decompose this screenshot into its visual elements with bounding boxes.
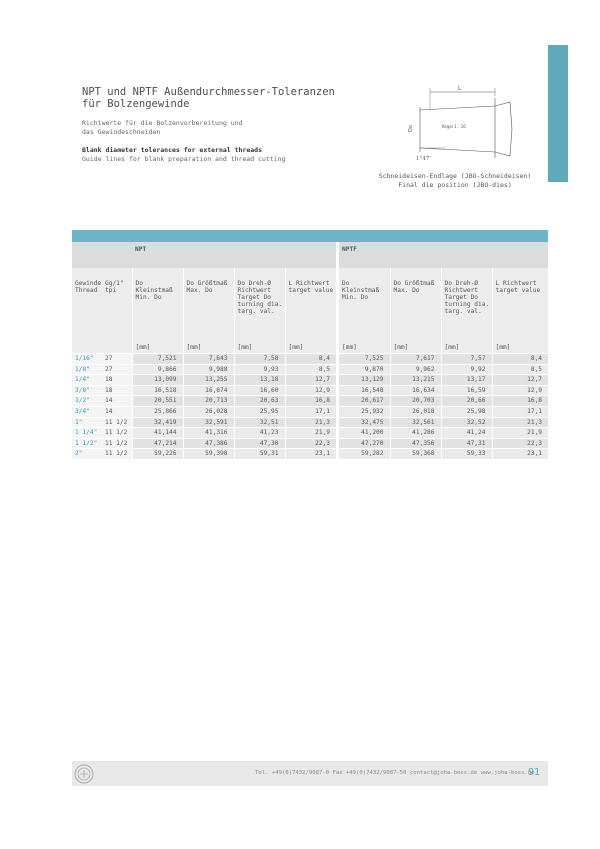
group-npt: NPT [132,242,336,268]
cell-npt-min: 32,419 [132,417,183,428]
unit-label: [mm] [441,340,492,354]
diagram-caption-en: Final die position (JBO-dies) [398,181,512,189]
table-row [72,406,548,417]
svg-text:Do: Do [408,125,414,132]
cell-nptf-turn: 41,24 [441,428,492,439]
col-nptf-max-header: Do Größtmaß Max. Do [390,268,441,340]
cell-thread: 1 1/2" [72,438,102,449]
cell-npt-turn: 25,95 [234,406,285,417]
cell-npt-min: 16,518 [132,385,183,396]
cell-npt-turn: 47,30 [234,438,285,449]
col-npt-max-header: Do Größtmaß Max. Do [183,268,234,340]
cell-thread: 3/4" [72,406,102,417]
page-number: 91 [528,767,541,778]
cell-npt-max: 47,386 [183,438,234,449]
cell-nptf-l: 16,8 [492,396,548,407]
cell-npt-l: 21,3 [285,417,336,428]
table-row [72,385,548,396]
cell-npt-max: 20,713 [183,396,234,407]
cell-nptf-l: 8,4 [492,354,548,365]
cell-nptf-min: 7,525 [339,354,390,365]
cell-nptf-turn: 32,52 [441,417,492,428]
cell-nptf-l: 23,1 [492,449,548,459]
cell-nptf-max: 13,215 [390,375,441,386]
cell-nptf-min: 32,475 [339,417,390,428]
cell-tpi: 14 [102,406,132,417]
cell-npt-l: 22,3 [285,438,336,449]
english-title: Blank diameter tolerances for external threads [82,146,263,154]
cell-npt-turn: 41,23 [234,428,285,439]
cell-nptf-min: 47,270 [339,438,390,449]
unit-label: [mm] [132,340,183,354]
cell-tpi: 18 [102,385,132,396]
cell-npt-turn: 7,58 [234,354,285,365]
cell-npt-max: 13,255 [183,375,234,386]
cell-thread: 1 1/4" [72,428,102,439]
cell-nptf-turn: 59,33 [441,449,492,459]
cell-thread: 1/8" [72,364,102,375]
cell-npt-turn: 16,60 [234,385,285,396]
cell-npt-min: 13,099 [132,375,183,386]
side-tab-marker [548,45,568,182]
cell-nptf-max: 59,368 [390,449,441,459]
table-row [72,396,548,407]
company-logo-icon [74,764,94,784]
table-row [72,364,548,375]
cell-nptf-min: 25,932 [339,406,390,417]
english-subtitle: Guide lines for blank preparation and thread cutting [82,155,286,163]
cell-nptf-max: 16,634 [390,385,441,396]
cell-nptf-l: 12,9 [492,385,548,396]
cell-tpi: 11 1/2 [102,449,132,459]
unit-label: [mm] [234,340,285,354]
cell-thread: 1/2" [72,396,102,407]
cell-npt-l: 17,1 [285,406,336,417]
svg-text:1°47': 1°47' [416,156,431,162]
taper-diagram [400,82,550,172]
unit-label: [mm] [339,340,390,354]
cell-nptf-l: 21,3 [492,417,548,428]
cell-nptf-turn: 9,92 [441,364,492,375]
cell-npt-l: 16,8 [285,396,336,407]
unit-label: [mm] [285,340,336,354]
cell-thread: 2" [72,449,102,459]
cell-nptf-max: 9,962 [390,364,441,375]
cell-thread: 1/4" [72,375,102,386]
cell-nptf-turn: 7,57 [441,354,492,365]
cell-tpi: 11 1/2 [102,428,132,439]
cell-npt-l: 21,9 [285,428,336,439]
cell-tpi: 11 1/2 [102,417,132,428]
col-npt-turn-header: Do Dreh-Ø Richtwert Target Do turning dia. targ. val. [234,268,285,340]
table-row [72,375,548,386]
page-subtitle: Richtwerte für die Bolzenvorbereitung und das Gewindeschneiden [82,119,243,136]
tolerance-table [72,242,548,459]
cell-npt-turn: 9,93 [234,364,285,375]
cell-nptf-turn: 16,59 [441,385,492,396]
cell-thread: 1" [72,417,102,428]
cell-npt-min: 9,866 [132,364,183,375]
cell-nptf-max: 32,561 [390,417,441,428]
table-row [72,354,548,365]
cell-tpi: 27 [102,364,132,375]
col-nptf-min-header: Do Kleinstmaß Min. Do [339,268,390,340]
cell-nptf-turn: 20,66 [441,396,492,407]
cell-npt-min: 41,144 [132,428,183,439]
cell-tpi: 14 [102,396,132,407]
footer-contact: Tel. +49(0)7432/9087-0 Fax +49(0)7432/9087-50 contact@joha-boss.de www.joha-boss.de [255,770,535,776]
svg-text:Kegel 1 : 16: Kegel 1 : 16 [442,124,466,129]
cell-npt-max: 7,643 [183,354,234,365]
cell-nptf-l: 12,7 [492,375,548,386]
col-thread-header: Gewinde Thread [72,268,102,340]
cell-npt-turn: 13,18 [234,375,285,386]
table-row [72,449,548,459]
cell-tpi: 11 1/2 [102,438,132,449]
cell-nptf-max: 7,617 [390,354,441,365]
table-row [72,417,548,428]
cell-npt-turn: 59,31 [234,449,285,459]
cell-nptf-l: 17,1 [492,406,548,417]
cell-npt-max: 41,316 [183,428,234,439]
cell-npt-turn: 32,51 [234,417,285,428]
cell-nptf-l: 8,5 [492,364,548,375]
cell-tpi: 27 [102,354,132,365]
table-row [72,428,548,439]
col-tpi-header: Gg/1" tpi [102,268,132,340]
cell-nptf-min: 16,548 [339,385,390,396]
table-row [72,438,548,449]
cell-nptf-turn: 25,98 [441,406,492,417]
cell-nptf-l: 21,9 [492,428,548,439]
cell-nptf-turn: 13,17 [441,375,492,386]
cell-npt-max: 26,028 [183,406,234,417]
cell-npt-l: 23,1 [285,449,336,459]
cell-thread: 3/8" [72,385,102,396]
col-nptf-l-header: L Richtwert target value [492,268,548,340]
cell-nptf-min: 41,200 [339,428,390,439]
col-npt-l-header: L Richtwert target value [285,268,336,340]
cell-npt-min: 25,866 [132,406,183,417]
cell-npt-l: 12,9 [285,385,336,396]
cell-npt-l: 12,7 [285,375,336,386]
cell-npt-max: 32,591 [183,417,234,428]
diagram-caption-de: Schneideisen-Endlage (JBO-Schneideisen) [378,172,532,180]
cell-tpi: 18 [102,375,132,386]
page-title: NPT und NPTF Außendurchmesser-Toleranzen für Bolzengewinde [82,86,335,110]
cell-nptf-max: 26,018 [390,406,441,417]
cell-nptf-l: 22,3 [492,438,548,449]
cell-nptf-max: 47,356 [390,438,441,449]
col-npt-min-header: Do Kleinstmaß Min. Do [132,268,183,340]
cell-npt-min: 7,521 [132,354,183,365]
table-header-bar [72,230,548,242]
cell-nptf-max: 41,286 [390,428,441,439]
group-nptf: NPTF [339,242,548,268]
cell-npt-max: 59,398 [183,449,234,459]
unit-label: [mm] [492,340,548,354]
cell-npt-l: 8,5 [285,364,336,375]
cell-nptf-min: 59,282 [339,449,390,459]
cell-npt-min: 59,226 [132,449,183,459]
col-nptf-turn-header: Do Dreh-Ø Richtwert Target Do turning dia. targ. val. [441,268,492,340]
cell-npt-max: 9,988 [183,364,234,375]
cell-npt-min: 47,214 [132,438,183,449]
cell-nptf-min: 13,129 [339,375,390,386]
unit-label: [mm] [183,340,234,354]
cell-npt-min: 20,551 [132,396,183,407]
cell-npt-l: 8,4 [285,354,336,365]
cell-nptf-min: 9,870 [339,364,390,375]
cell-thread: 1/16" [72,354,102,365]
cell-nptf-max: 20,703 [390,396,441,407]
cell-npt-max: 16,674 [183,385,234,396]
cell-nptf-turn: 47,31 [441,438,492,449]
unit-label: [mm] [390,340,441,354]
svg-text:L: L [458,85,462,92]
cell-npt-turn: 20,63 [234,396,285,407]
cell-nptf-min: 20,617 [339,396,390,407]
